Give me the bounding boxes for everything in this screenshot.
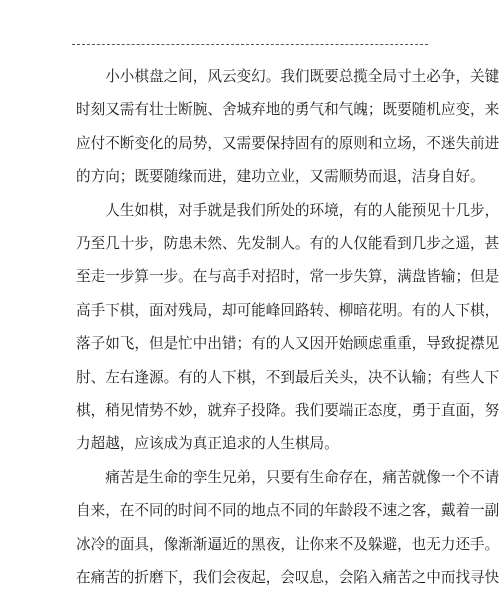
document-body <box>76 60 500 595</box>
text-line: 自来，在不同的时间不同的地点不同的年龄段不速之客，戴着一副 <box>76 502 500 520</box>
text-line: 高手下棋，面对残局，却可能峰回路转、柳暗花明。有的人下棋， <box>76 301 500 319</box>
text-line: 应付不断变化的局势，又需要保持固有的原则和立场，不迷失前进 <box>76 134 500 152</box>
text-line: 的方向；既要随缘而进，建功立业，又需顺势而退，洁身自好。 <box>76 168 485 186</box>
text-line: 乃至几十步，防患未然、先发制人。有的人仅能看到几步之遥，甚 <box>76 235 500 253</box>
text-line: 肘、左右逢源。有的人下棋，不到最后关头，决不认输；有些人下 <box>76 368 500 386</box>
text-line: 在痛苦的折磨下，我们会夜起，会叹息，会陷入痛苦之中而找寻快 <box>76 569 500 587</box>
text-line: 棋，稍见情势不妙，就弃子投降。我们要端正态度，勇于直面，努 <box>76 402 500 420</box>
paragraph-1 <box>76 60 500 194</box>
text-line: 人生如棋，对手就是我们所处的环境，有的人能预见十几步， <box>105 201 500 219</box>
text-line: 落子如飞，但是忙中出错；有的人又因开始顾虑重重，导致捉襟见 <box>76 335 500 353</box>
header-dashed-rule <box>72 44 428 45</box>
text-line: 小小棋盘之间，风云变幻。我们既要总揽全局寸土必争，关键 <box>105 68 500 85</box>
text-line: 至走一步算一步。在与高手对招时，常一步失算，满盘皆输；但是 <box>76 268 500 286</box>
text-line: 冰冷的面具，像渐渐逼近的黑夜，让你来不及躲避，也无力还手。 <box>76 535 500 553</box>
text-line: 痛苦是生命的孪生兄弟，只要有生命存在，痛苦就像一个不请 <box>105 468 500 486</box>
text-line: 力超越，应该成为真正追求的人生棋局。 <box>76 435 339 453</box>
paragraph-3 <box>76 461 500 595</box>
paragraph-2 <box>76 194 500 461</box>
text-line: 时刻又需有壮士断腕、舍城弃地的勇气和气魄；既要随机应变，来 <box>76 101 500 119</box>
